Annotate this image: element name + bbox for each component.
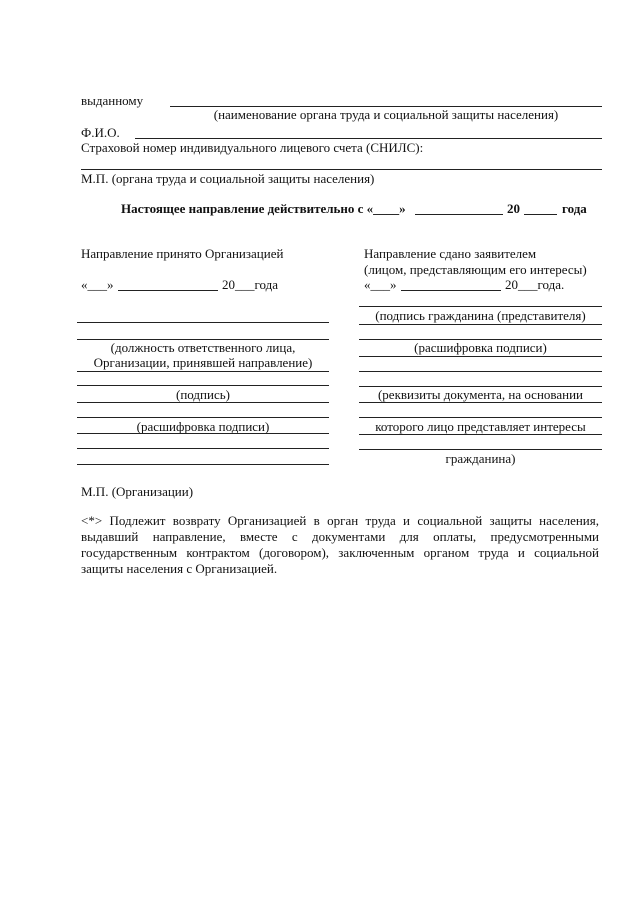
left-decipher-line-2[interactable] (77, 417, 329, 418)
right-citizen-signature-caption: (подпись гражданина (представителя) (375, 308, 586, 323)
right-date-field[interactable] (401, 290, 501, 291)
right-title-1: Направление сдано заявителем (364, 246, 537, 261)
left-extra-line-2[interactable] (77, 448, 329, 449)
right-requisites-line-6[interactable] (359, 434, 602, 435)
right-requisites-line-2[interactable] (359, 371, 602, 372)
validity-year-field[interactable] (524, 214, 557, 215)
left-extra-line-3[interactable] (77, 464, 329, 465)
left-signature-line[interactable] (77, 371, 329, 372)
left-date-field[interactable] (118, 290, 218, 291)
right-requisites-line-4[interactable] (359, 402, 602, 403)
stamp-org-label: М.П. (Организации) (81, 484, 194, 499)
left-date-year: 20___года (222, 277, 279, 292)
right-requisites-line-7[interactable] (359, 449, 602, 450)
right-date-year: 20___года. (505, 277, 565, 292)
fio-field[interactable] (135, 138, 602, 139)
fio-label: Ф.И.О. (81, 125, 120, 140)
issued-to-caption: (наименование органа труда и социальной защиты населения) (213, 107, 559, 122)
left-title: Направление принято Организацией (81, 246, 284, 261)
footnote: <*> Подлежит возврату Организацией в орган труда и социальной защиты населения, выдавший направление, вместе с документами для оплаты, предусмотренными государственным контрактом (договором), заключенным органом труда и социальной защиты населения с Организацией. (81, 513, 599, 576)
left-position-caption-2: Организации, принявшей направление) (93, 355, 313, 370)
left-position-line[interactable] (77, 322, 329, 323)
snils-field[interactable] (81, 169, 602, 170)
left-position-caption-1: (должность ответственного лица, (110, 340, 296, 355)
right-requisites-caption-1: (реквизиты документа, на основании (377, 387, 584, 402)
right-requisites-caption-2: которого лицо представляет интересы (375, 419, 586, 434)
validity-month-field[interactable] (415, 214, 503, 215)
left-signature-line-2[interactable] (77, 385, 329, 386)
validity-year-prefix: 20 (507, 201, 520, 216)
left-decipher-line[interactable] (77, 402, 329, 403)
snils-label: Страховой номер индивидуального лицевого счета (СНИЛС): (81, 140, 424, 155)
right-decipher-line[interactable] (359, 324, 602, 325)
validity-suffix: года (562, 201, 587, 216)
right-title-2: (лицом, представляющим его интересы) (364, 262, 587, 277)
right-requisites-caption-3: гражданина) (445, 451, 516, 466)
validity-prefix: Настоящее направление действительно с «____» (121, 201, 406, 216)
right-requisites-line-1[interactable] (359, 356, 602, 357)
right-citizen-signature-line[interactable] (359, 306, 602, 307)
right-date-open: «___» (364, 277, 397, 292)
left-signature-caption: (подпись) (176, 387, 230, 402)
right-decipher-caption: (расшифровка подписи) (414, 340, 547, 355)
left-date-open: «___» (81, 277, 114, 292)
issued-to-label: выданному (81, 93, 144, 108)
left-extra-line-1[interactable] (77, 433, 329, 434)
stamp-authority-label: М.П. (органа труда и социальной защиты населения) (81, 171, 375, 186)
right-requisites-line-5[interactable] (359, 417, 602, 418)
left-decipher-caption: (расшифровка подписи) (136, 419, 270, 434)
